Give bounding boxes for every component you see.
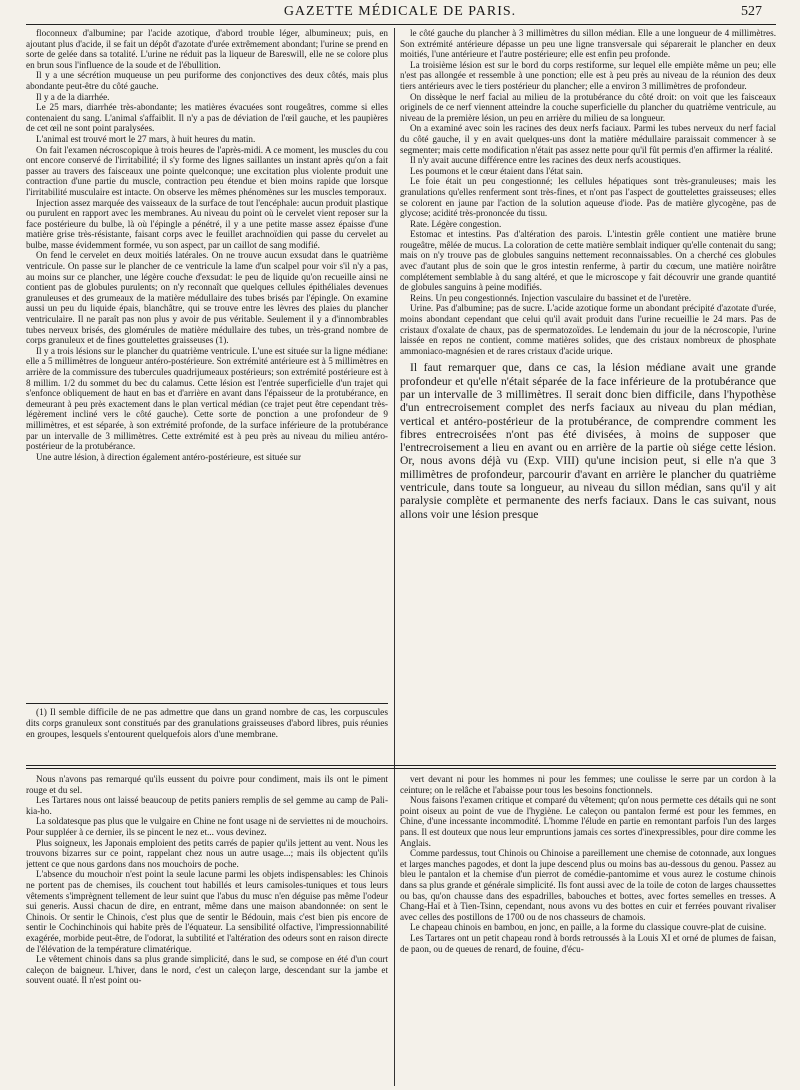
paragraph: Il y a une sécrétion muqueuse un peu puriforme des conjonctives des deux côtés, mais plus abondante peut-être du côté gauche. <box>26 70 388 91</box>
page-header <box>0 0 800 24</box>
paragraph: Il y a de la diarrhée. <box>36 91 110 102</box>
paragraph: Comme pardessus, tout Chinois ou Chinoise a pareillement une chemise de cotonnade, aux longues et larges manches pagodes, et dont la jupe descend plus ou moins bas au-dessous du genou. Passez au bleu le pantalon et la chemise d'un pierrot de comédie-pantomime et vous aurez le costume chinois dans sa plus grande et générale simplicité. Ils font aussi avec de la toile de coton de larges chaussettes ou bas, qu'on chausse dans des espadrilles, babouches et bottes, avec fortes semelles en tresses. A Chang-Haï et à Tien-Tsinn, cependant, nous avons vu des bottes en cuir et ferrées pouvant rivaliser avec celles des postillons de 1700 ou de nos chasseurs de chamois. <box>400 848 776 922</box>
column-rule-top <box>394 28 395 784</box>
commentary-paragraph: Il faut remarquer que, dans ce cas, la lésion médiane avait une grande profondeur et qu'elle n'était séparée de la face inférieure de la protubérance que par un intervalle de 3 millimètres. Il serait donc bien difficile, dans l'hypothèse d'un entrecroisement complet des nerfs faciaux au niveau du plan médian, vertical et antéro-postérieur de la protubérance, de comprendre comment les fibres entrecroisées n'ont pas été divisées, à moins de supposer que l'entrecroisement a lieu en avant ou en arrière de la partie où siége cette lésion. Or, nous avons déjà vu (Exp. VIII) qu'une incision peut, si elle n'a que 3 millimètres de profondeur, parcourir d'avant en arrière le plancher du quatrième ventricule, dans toute sa longueur, au niveau du sillon médian, sans qu'il y ait paralysie complète et permanente des nerfs faciaux. Dans le cas suivant, nous allons voir une lésion presque <box>400 361 776 521</box>
paragraph: Injection assez marquée des vaisseaux de la surface de tout l'encéphale: aucun produit plastique ou purulent en rapport avec les membranes. Au niveau du point où le cervelet vient reposer sur la face postérieure du bulbe, là où l'épingle a pénétré, il y a une petite masse assez épaisse d'une matière grise très-résistante, faisant corps avec le feuillet arachnoïdien qui passe du cervelet au bulbe, masse évidemment formée, vu son aspect, par un caillot de sang modifié. <box>26 197 388 250</box>
paragraph: On fait l'examen nécroscopique à trois heures de l'après-midi. A ce moment, les muscles du cou ont encore conservé de l'irritabilité; il s'y forme des lignes saillantes un instant après qu'on a fait passer au travers des faisceaux une pointe quelconque; une excitation plus violente produit une contraction d'une partie du muscle, contraction peu étendue et bien moins rapide que lorsque l'irritabilité musculaire est intacte. On observe les mêmes phénomènes sur les muscles temporaux. <box>26 144 388 197</box>
top-right-column <box>400 28 776 784</box>
paragraph: vert devant ni pour les hommes ni pour les femmes; une coulisse le serre par un cordon à la ceinture; on le relâche et l'abaisse pour tous les besoins fonctionnels. <box>400 774 776 795</box>
paragraph: Nous n'avons pas remarqué qu'ils eussent du poivre pour condiment, mais ils ont le piment rouge et du sel. <box>26 774 388 795</box>
paragraph: floconneux d'albumine; par l'acide azotique, d'abord trouble léger, albumineux; puis, en ajoutant plus d'acide, il se fait un dépôt d'azotate d'urée extrêmement abondant; l'urine se prend en sorte de gelée dans sa totalité. L'urine ne réduit pas la liqueur de Bareswill, elle ne se colore plus en brun sous l'influence de la soude et de l'ébullition. <box>26 28 388 70</box>
paragraph: Les Tartares nous ont laissé beaucoup de petits paniers remplis de sel gemme au camp de Pali-kia-ho. <box>26 795 388 816</box>
footnote-rule <box>26 703 388 704</box>
footnote-text: (1) Il semble difficile de ne pas admettre que dans un grand nombre de cas, les corpuscules dits corps granuleux sont constitués par des granulations graisseuses d'abord libres, puis réunies en groupes, lesquels s'entourent quelquefois alors d'une membrane. <box>26 708 388 740</box>
paragraph: La soldatesque pas plus que le vulgaire en Chine ne font usage ni de serviettes ni de mouchoirs. Pour suppléer à ce dernier, ils se pincent le nez et... vous devinez. <box>26 816 388 837</box>
paragraph: Une autre lésion, à direction également antéro-postérieure, est située sur <box>36 451 302 462</box>
paragraph: On fend le cervelet en deux moitiés latérales. On ne trouve aucun exsudat dans le quatrième ventricule. On passe sur le plancher de ce ventricule la lame d'un scalpel pour voir s'il n'y a pas, au moins sur ce plancher, une légère couche d'exsudat: le peu de liquide qu'on recueille ainsi ne contient pas de globules purulents; on n'y reconnaît que quelques cellules épithéliales devenues granuleuses et des grumeaux de la matière médullaire des tubes brisés par l'épingle. On examine aussi un peu du liquide épais, blanchâtre, qui se trouve entre les lèvres des plaies du plancher ventriculaire. Il ne paraît pas non plus y avoir de pus véritable. Seulement il y a d'innombrables tubes nerveux brisés, des glomérules de matière médullaire des tubes, un très-grand nombre de corps granuleux et de fines gouttelettes graisseuses (1). <box>26 250 388 346</box>
paragraph: Il y a trois lésions sur le plancher du quatrième ventricule. L'une est située sur la ligne médiane: elle a 5 millimètres de longueur antéro-postérieure. Son extrémité antérieure est à 5 millimètres en arrière de la commissure des tubercules quadrijumeaux postérieurs; son extrémité postérieure est à 8 millim. 1/2 du sommet du bec du calamus. Cette lésion est l'entrée superficielle d'un trajet qui s'enfonce obliquement de haut en bas et d'arrière en avant dans l'épaisseur de la protubérance, en demeurant à peu près exactement dans le plan vertical médian (ce trajet peut être cependant très-légèrement incliné vers le côté gauche). Cette sorte de ponction a une profondeur de 9 millimètres, et est séparée, à son extrémité profonde, de la surface inférieure de la protubérance par un intervalle de 3 millimètres. Cette extrémité est à peu près au niveau du milieu antéro-postérieur de la protubérance. <box>26 345 388 452</box>
bottom-right-column <box>400 774 776 1086</box>
paragraph: Le vêtement chinois dans sa plus grande simplicité, dans le sud, se compose en été d'un court caleçon de baigneur. L'hiver, dans le nord, c'est un caleçon large, descendant sur la jambe et souvent ouaté. Il n'est point ou- <box>26 954 388 986</box>
paragraph: La troisième lésion est sur le bord du corps restiforme, sur lequel elle empiète même un peu; elle n'est pas allongée et ressemble à une ponction; elle est à peu près au niveau de la réunion des deux tiers antérieurs avec le tiers postérieur du plancher; elle a environ 3 millimètres de profondeur. <box>400 59 776 91</box>
paragraph: L'animal est trouvé mort le 27 mars, à huit heures du matin. <box>36 133 256 144</box>
paragraph: le côté gauche du plancher à 3 millimètres du sillon médian. Elle a une longueur de 4 millimètres. Son extrémité antérieure dépasse un peu une ligne transversale qui séparerait le plancher en deux moitiés, l'une antérieure et l'autre postérieure; elle est enfin peu profonde. <box>400 28 776 60</box>
paragraph: Plus soigneux, les Japonais emploient des petits carrés de papier qu'ils jettent au vent. Nous les trouvons bizarres sur ce point, rappelant chez nous un autre usage...; mais ils objectent qu'ils jettent ce que nous gardons dans nos mouchoirs de poche. <box>26 837 388 869</box>
paragraph: On a examiné avec soin les racines des deux nerfs faciaux. Parmi les tubes nerveux du nerf facial du côté gauche, il y en avait quelques-uns dont la matière médullaire paraissait commencer à se segmenter; mais cette modification n'était pas assez nette pour qu'il fût permis d'en affirmer la réalité. <box>400 123 776 155</box>
paragraph: Rate. Légère congestion. <box>410 218 502 229</box>
paragraph: Reins. Un peu congestionnés. Injection vasculaire du bassinet et de l'uretère. <box>410 292 692 303</box>
page-number: 527 <box>741 4 762 19</box>
column-rule-bottom <box>394 774 395 1086</box>
paragraph: Les poumons et le cœur étaient dans l'état sain. <box>410 165 583 176</box>
paragraph: Estomac et intestins. Pas d'altération des parois. L'intestin grêle contient une matière brune rougeâtre, mêlée de mucus. La coloration de cette matière semblait indiquer qu'elle contenait du sang; mais on n'y trouve pas de globules sanguins nettement reconnaissables. On a cherché ces globules avec d'autant plus de soin que le gros intestin renferme, à partir du cœcum, une matière noirâtre complétement semblable à du sang altéré, et que le microscope y fait découvrir une grande quantité de globules sanguins à peine modifiés. <box>400 229 776 293</box>
paragraph: Le foie était un peu congestionné; les cellules hépatiques sont très-granuleuses; mais les granulations qu'elles renferment sont très-fines, et n'ont pas l'aspect de gouttelettes graisseuses; elles se colorent en jaune par l'action de la solution aqueuse d'iode. Pas de matière glycogène, pas de glycose; acidité très-prononcée du tissu. <box>400 176 776 219</box>
section-separator <box>26 765 776 769</box>
paragraph: Le 25 mars, diarrhée très-abondante; les matières évacuées sont rougeâtres, comme si elles contenaient du sang. L'animal s'affaiblit. Il n'y a pas de déviation de l'œil gauche, et les paupières de cet œil ne sont point paralysées. <box>26 102 388 134</box>
running-title: GAZETTE MÉDICALE DE PARIS. <box>283 4 517 19</box>
footnote <box>26 708 388 783</box>
bottom-left-column <box>26 774 388 1086</box>
top-left-column <box>26 28 388 696</box>
paragraph: Le chapeau chinois en bambou, en jonc, en paille, a la forme du classique couvre-plat de cuisine. <box>410 922 767 933</box>
paragraph: Urine. Pas d'albumine; pas de sucre. L'acide azotique forme un abondant précipité d'azotate d'urée, moins abondant cependant que celui qu'il avait produit dans l'urine recueillie le 24 mars. Pas de cristaux d'oxalate de chaux, pas de spermatozoïdes. Le lendemain du jour de la nécroscopie, l'urine laissée en repos ne contient, comme matières solides, que des cristaux nombreux de phosphate ammoniaco-magnésien et de rares cristaux d'acide urique. <box>400 303 776 356</box>
paragraph: Nous faisons l'examen critique et comparé du vêtement; qu'on nous permette ces détails qui ne sont point oiseux au point de vue de l'hygiène. Le caleçon ou pantalon fermé est pour les femmes, en Chine, d'une incessante incommodité. L'homme l'élude en partie en remontant parfois l'un des larges pans. Il est douteux que nous leur empruntions jamais ces sortes d'inexpressibles, pour dire comme les Anglais. <box>400 795 776 848</box>
paragraph: Il n'y avait aucune différence entre les racines des deux nerfs acoustiques. <box>410 155 681 166</box>
header-rule <box>26 24 776 25</box>
paragraph: L'absence du mouchoir n'est point la seule lacune parmi les objets indispensables: les Chinois ne portent pas de chemises, ils couchent tout habillés et leurs camisoles-tuniques et tous leurs vêtements s'imprègnent tellement de leur suint que l'abus du musc n'en déguise pas même l'odeur sui generis. Aussi chacun de dire, en entrant, même dans une maison abandonnée: on sent le Chinois. Or sentir le Chinois, c'est plus que de sentir le Bédouin, mais c'est bien pis encore de sentir le Cochinchinois qui habite près de l'équateur. La sensibilité olfactive, l'impressionnabilité exagérée, morbide peut-être, de l'odorat, la subtilité et l'altération des odeurs sont en raison directe de l'élévation de la température climatérique. <box>26 869 388 954</box>
paragraph: On dissèque le nerf facial au milieu de la protubérance du côté droit: on voit que les faisceaux originels de ce nerf viennent atteindre la couche superficielle du plancher du quatrième ventricule, au niveau de la première lésion, un peu en arrière du milieu de sa longueur. <box>400 91 776 123</box>
paragraph: Les Tartares ont un petit chapeau rond à bords retroussés à la Louis XI et orné de plumes de faisan, de paon, ou de queues de renard, de fouine, d'écu- <box>400 932 776 954</box>
